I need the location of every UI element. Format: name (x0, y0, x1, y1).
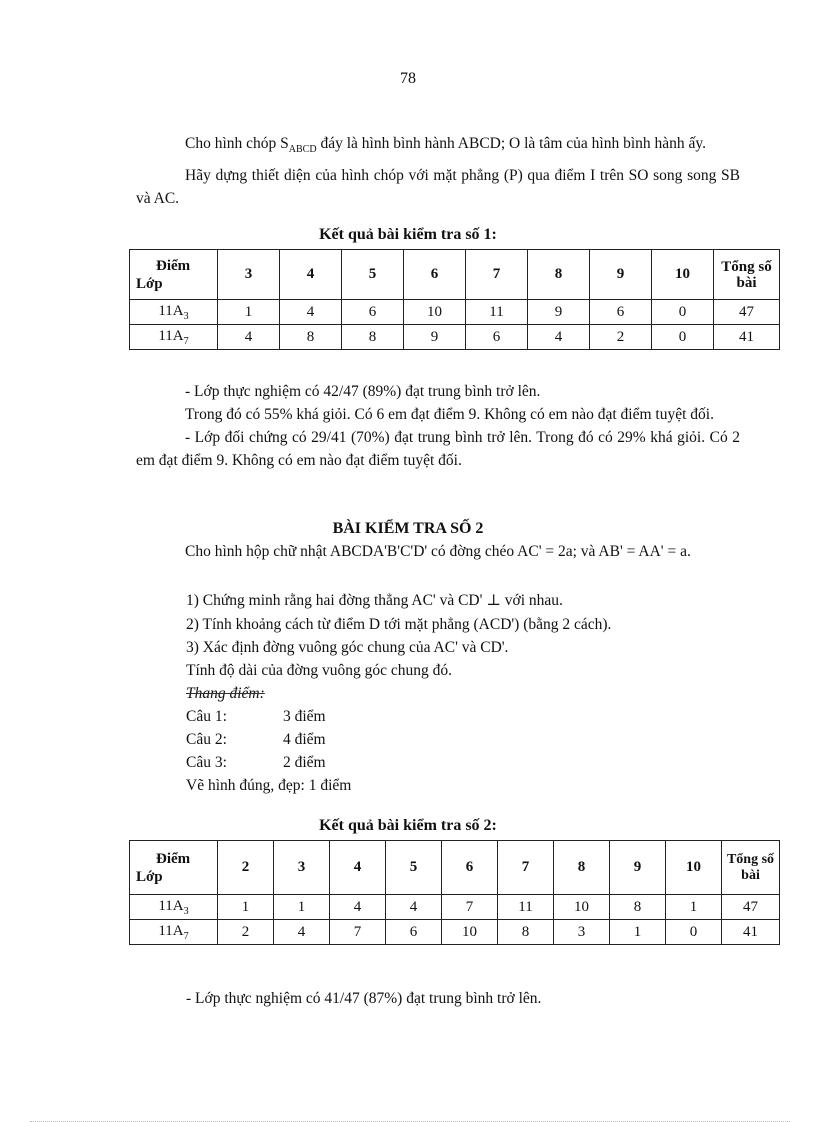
value-cell: 1 (274, 895, 330, 920)
question-3: 3) Xác định đờng vuông góc chung của AC' và CD'. (186, 639, 509, 656)
value-cell: 10 (404, 300, 466, 325)
table-header-row (130, 841, 780, 895)
scale-row: Câu 3: 2 điểm (186, 754, 326, 771)
total-cell: 47 (722, 895, 780, 920)
class-cell: $11A_3$ (130, 895, 218, 920)
table-row (130, 300, 780, 325)
analysis-1-line-1: - Lớp thực nghiệm có 42/47 (89%) đạt trung bình trở lên. (185, 383, 541, 400)
value-cell: 9 (404, 325, 466, 350)
value-cell: 0 (652, 300, 714, 325)
total-cell: 41 (722, 920, 780, 945)
score-header: 8 (528, 250, 590, 300)
scale-row: Câu 2: 4 điểm (186, 731, 326, 748)
value-cell: 8 (280, 325, 342, 350)
intro-section (136, 132, 740, 210)
value-cell: 11 (498, 895, 554, 920)
value-cell: 8 (498, 920, 554, 945)
score-header: 7 (498, 841, 554, 895)
test-2-heading: BÀI KIỂM TRA SỐ 2 (332, 520, 484, 537)
total-cell: 47 (714, 300, 780, 325)
value-cell: 6 (342, 300, 404, 325)
value-cell: 10 (442, 920, 498, 945)
value-cell: 0 (652, 325, 714, 350)
score-header: 6 (404, 250, 466, 300)
question-3-part-b: Tính độ dài của đờng vuông góc chung đó. (186, 662, 453, 679)
table1-caption: Kết quả bài kiểm tra số 1: (319, 226, 497, 243)
score-header: 5 (386, 841, 442, 895)
test-2-intro: Cho hình hộp chữ nhật ABCDA'B'C'D' có đờng chéo AC' = 2a; và AB' = AA' = a. (185, 543, 691, 560)
total-cell: 41 (714, 325, 780, 350)
score-header: 7 (466, 250, 528, 300)
score-header: 3 (274, 841, 330, 895)
table-row (130, 325, 780, 350)
score-header: 10 (666, 841, 722, 895)
class-cell: $11A_7$ (130, 325, 218, 350)
intro-paragraph-1: Cho hình chóp $S_{ABCD}$ đáy là hình bình hành ABCD; O là tâm của hình bình hành ấy. (185, 135, 707, 156)
corner-cell: Điểm Lớp (130, 250, 218, 300)
value-cell: 7 (330, 920, 386, 945)
results-table-1 (129, 249, 780, 350)
value-cell: 10 (554, 895, 610, 920)
score-header: 6 (442, 841, 498, 895)
value-cell: 1 (610, 920, 666, 945)
score-header: 4 (280, 250, 342, 300)
score-header: 10 (652, 250, 714, 300)
value-cell: 1 (218, 300, 280, 325)
value-cell: 7 (442, 895, 498, 920)
score-header: 9 (610, 841, 666, 895)
value-cell: 6 (590, 300, 652, 325)
value-cell: 4 (386, 895, 442, 920)
table-header-row (130, 250, 780, 300)
value-cell: 4 (528, 325, 590, 350)
question-2: 2) Tính khoảng cách từ điểm D tới mặt phẳng (ACD') (bằng 2 cách). (186, 616, 612, 633)
value-cell: 8 (342, 325, 404, 350)
score-header: 8 (554, 841, 610, 895)
score-header: 9 (590, 250, 652, 300)
value-cell: 6 (386, 920, 442, 945)
page-number: 78 (400, 70, 416, 87)
value-cell: 3 (554, 920, 610, 945)
score-header: 4 (330, 841, 386, 895)
class-cell: $11A_7$ (130, 920, 218, 945)
value-cell: 8 (610, 895, 666, 920)
table2-caption: Kết quả bài kiểm tra số 2: (319, 817, 497, 834)
analysis-1 (136, 380, 740, 472)
results-table-2 (129, 840, 780, 945)
value-cell: 0 (666, 920, 722, 945)
value-cell: 4 (218, 325, 280, 350)
test-2-intro-block (136, 540, 740, 563)
table-row (130, 920, 780, 945)
analysis-2-line-1: - Lớp thực nghiệm có 41/47 (87%) đạt trung bình trở lên. (186, 990, 542, 1007)
scale-title: Thang điểm: (186, 685, 265, 702)
value-cell: 4 (274, 920, 330, 945)
analysis-1-line-2: Trong đó có 55% khá giỏi. Có 6 em đạt điểm 9. Không có em nào đạt điểm tuyệt đối. (185, 406, 714, 423)
value-cell: 1 (218, 895, 274, 920)
class-cell: $11A_3$ (130, 300, 218, 325)
value-cell: 4 (280, 300, 342, 325)
page-bottom-divider (30, 1121, 790, 1122)
scale-row: Câu 1: 3 điểm (186, 708, 326, 725)
table-row (130, 895, 780, 920)
value-cell: 4 (330, 895, 386, 920)
score-header: 3 (218, 250, 280, 300)
question-1: 1) Chứng minh rằng hai đờng thẳng AC' và CD' ⊥ với nhau. (186, 592, 563, 609)
value-cell: 11 (466, 300, 528, 325)
intro-paragraph-2: Hãy dựng thiết diện của hình chóp với mặt phẳng (P) qua điểm I trên SO song song SB và AC. (136, 167, 740, 208)
value-cell: 6 (466, 325, 528, 350)
value-cell: 1 (666, 895, 722, 920)
value-cell: 2 (218, 920, 274, 945)
total-header: Tổng số bài (714, 250, 780, 300)
value-cell: 2 (590, 325, 652, 350)
total-header: Tổng số bài (722, 841, 780, 895)
corner-cell: Điểm Lớp (130, 841, 218, 895)
value-cell: 9 (528, 300, 590, 325)
drawing-points: Vẽ hình đúng, đẹp: 1 điểm (186, 777, 352, 794)
score-header: 2 (218, 841, 274, 895)
analysis-1-line-3: - Lớp đối chứng có 29/41 (70%) đạt trung bình trở lên. Trong đó có 29% khá giỏi. Có 2 em đạt điểm 9. Không có em nào đạt điểm tuyệt đối. (136, 429, 740, 469)
score-header: 5 (342, 250, 404, 300)
